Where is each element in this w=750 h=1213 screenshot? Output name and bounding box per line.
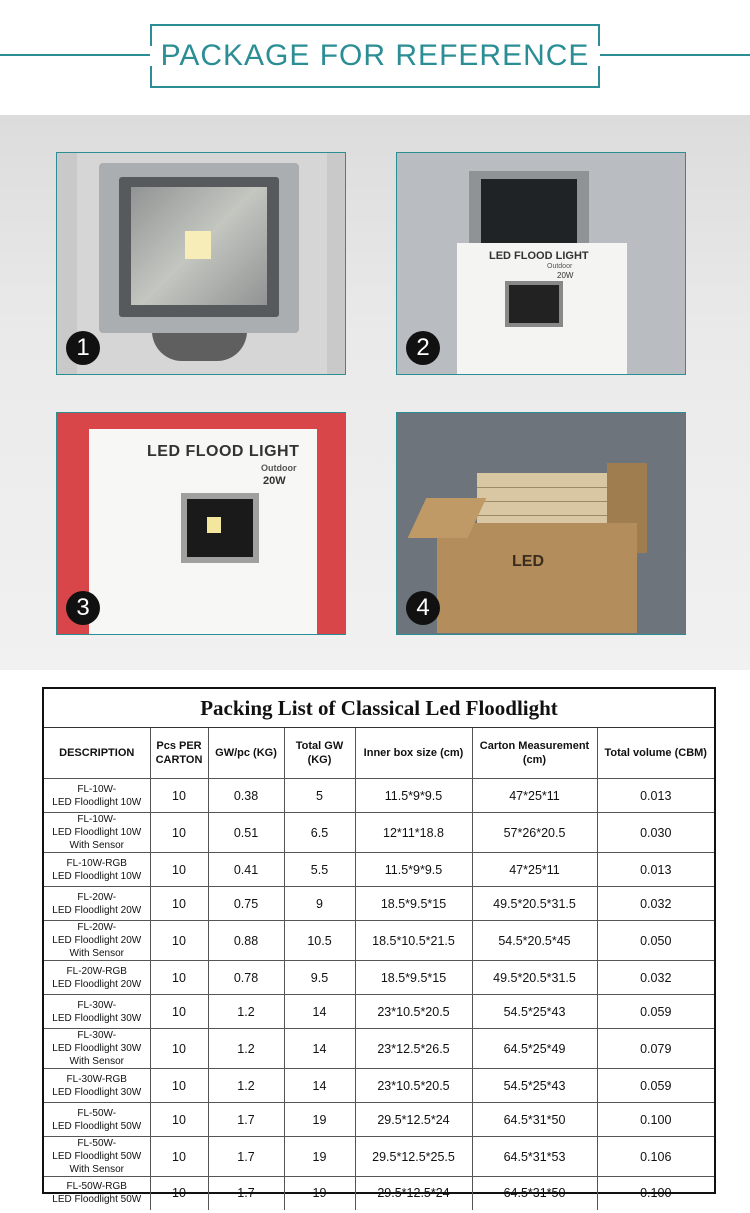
cell-volume: 0.106 xyxy=(597,1137,714,1177)
description-line: FL-20W-RGB xyxy=(66,965,127,977)
table-row xyxy=(44,853,714,887)
photo-number-badge: 4 xyxy=(406,591,440,625)
box-title: LED FLOOD LIGHT xyxy=(147,443,300,460)
cell-carton: 64.5*31*50 xyxy=(472,1177,597,1210)
description-line: FL-20W- xyxy=(77,922,117,933)
cell-gw-per-pc: 1.7 xyxy=(208,1177,284,1210)
description-line: FL-50W- xyxy=(77,1138,117,1149)
photo-floodlight-wrapped xyxy=(56,152,346,375)
description-line: LED Floodlight 50W xyxy=(52,1120,142,1132)
cell-description xyxy=(44,1029,150,1069)
cell-volume: 0.059 xyxy=(597,1069,714,1103)
header-line-right xyxy=(600,54,750,56)
description-line: FL-50W-RGB xyxy=(66,1181,127,1193)
photo-retail-box xyxy=(56,412,346,635)
cell-gw-per-pc: 0.41 xyxy=(208,853,284,887)
description-line: LED Floodlight 50W xyxy=(52,1194,142,1206)
cell-inner-box: 18.5*9.5*15 xyxy=(355,887,472,921)
cell-volume: 0.059 xyxy=(597,995,714,1029)
cell-gw-per-pc: 0.75 xyxy=(208,887,284,921)
cell-pcs: 10 xyxy=(150,887,208,921)
table-row xyxy=(44,1177,714,1210)
cell-pcs: 10 xyxy=(150,779,208,813)
table-row xyxy=(44,961,714,995)
description-line: LED Floodlight 30W xyxy=(52,1012,142,1024)
cell-inner-box: 29.5*12.5*25.5 xyxy=(355,1137,472,1177)
packing-table xyxy=(44,728,714,1210)
cell-inner-box: 29.5*12.5*24 xyxy=(355,1177,472,1210)
cell-description xyxy=(44,995,150,1029)
cell-inner-box: 23*10.5*20.5 xyxy=(355,1069,472,1103)
photo-number-badge: 2 xyxy=(406,331,440,365)
cell-volume: 0.079 xyxy=(597,1029,714,1069)
cell-inner-box: 18.5*9.5*15 xyxy=(355,961,472,995)
box-wattage: 20W xyxy=(263,475,286,487)
cell-gw-per-pc: 0.38 xyxy=(208,779,284,813)
cell-carton: 57*26*20.5 xyxy=(472,813,597,853)
cell-carton: 54.5*20.5*45 xyxy=(472,921,597,961)
cell-carton: 47*25*11 xyxy=(472,779,597,813)
description-line: LED Floodlight 20W xyxy=(52,904,142,916)
description-line: With Sensor xyxy=(69,840,124,851)
column-header: Inner box size (cm) xyxy=(355,728,472,779)
table-row xyxy=(44,995,714,1029)
cell-inner-box: 18.5*10.5*21.5 xyxy=(355,921,472,961)
table-row xyxy=(44,779,714,813)
cell-description xyxy=(44,961,150,995)
table-row xyxy=(44,1029,714,1069)
cell-pcs: 10 xyxy=(150,853,208,887)
cell-volume: 0.032 xyxy=(597,887,714,921)
description-line: LED Floodlight 30W xyxy=(52,1086,142,1098)
description-line: LED Floodlight 50W xyxy=(52,1151,142,1162)
packing-list-table xyxy=(42,687,716,1206)
box-title: LED FLOOD LIGHT xyxy=(489,250,589,262)
table-row xyxy=(44,1137,714,1177)
cell-total-gw: 14 xyxy=(284,1069,355,1103)
table-title: Packing List of Classical Led Floodlight xyxy=(44,689,714,728)
description-line: With Sensor xyxy=(69,1164,124,1175)
cell-total-gw: 19 xyxy=(284,1177,355,1210)
cell-volume: 0.013 xyxy=(597,853,714,887)
cell-gw-per-pc: 1.7 xyxy=(208,1137,284,1177)
cell-volume: 0.030 xyxy=(597,813,714,853)
cell-pcs: 10 xyxy=(150,813,208,853)
cell-pcs: 10 xyxy=(150,1029,208,1069)
cell-pcs: 10 xyxy=(150,995,208,1029)
box-subtitle: Outdoor xyxy=(547,263,573,270)
cell-total-gw: 19 xyxy=(284,1137,355,1177)
column-header: DESCRIPTION xyxy=(44,728,150,779)
description-line: FL-20W- xyxy=(77,891,117,903)
description-line: FL-30W-RGB xyxy=(66,1073,127,1085)
cell-carton: 47*25*11 xyxy=(472,853,597,887)
description-line: LED Floodlight 20W xyxy=(52,978,142,990)
cell-total-gw: 5 xyxy=(284,779,355,813)
table-header-row xyxy=(44,728,714,779)
description-line: LED Floodlight 30W xyxy=(52,1043,142,1054)
cell-carton: 54.5*25*43 xyxy=(472,1069,597,1103)
cell-volume: 0.100 xyxy=(597,1177,714,1210)
header-line-left xyxy=(0,54,150,56)
carton-label: LED xyxy=(512,553,544,570)
cell-description xyxy=(44,1137,150,1177)
cell-volume: 0.013 xyxy=(597,779,714,813)
table-row xyxy=(44,1103,714,1137)
table-row xyxy=(44,921,714,961)
cell-volume: 0.032 xyxy=(597,961,714,995)
description-line: FL-30W- xyxy=(77,1030,117,1041)
column-header: Total volume (CBM) xyxy=(597,728,714,779)
cell-volume: 0.050 xyxy=(597,921,714,961)
cell-carton: 64.5*31*50 xyxy=(472,1103,597,1137)
cell-total-gw: 6.5 xyxy=(284,813,355,853)
table-row xyxy=(44,887,714,921)
box-wattage: 20W xyxy=(557,271,574,280)
description-line: FL-30W- xyxy=(77,999,117,1011)
photo-number-badge: 3 xyxy=(66,591,100,625)
description-line: FL-10W-RGB xyxy=(66,857,127,869)
cell-gw-per-pc: 0.51 xyxy=(208,813,284,853)
cell-inner-box: 23*12.5*26.5 xyxy=(355,1029,472,1069)
cell-description xyxy=(44,1103,150,1137)
cell-pcs: 10 xyxy=(150,1137,208,1177)
photo-shipping-carton xyxy=(396,412,686,635)
cell-carton: 64.5*31*53 xyxy=(472,1137,597,1177)
cell-inner-box: 11.5*9*9.5 xyxy=(355,779,472,813)
cell-volume: 0.100 xyxy=(597,1103,714,1137)
cell-inner-box: 29.5*12.5*24 xyxy=(355,1103,472,1137)
cell-gw-per-pc: 0.88 xyxy=(208,921,284,961)
cell-carton: 54.5*25*43 xyxy=(472,995,597,1029)
cell-carton: 49.5*20.5*31.5 xyxy=(472,887,597,921)
column-header: GW/pc (KG) xyxy=(208,728,284,779)
cell-total-gw: 14 xyxy=(284,995,355,1029)
description-line: FL-50W- xyxy=(77,1107,117,1119)
cell-total-gw: 9 xyxy=(284,887,355,921)
cell-gw-per-pc: 1.2 xyxy=(208,1069,284,1103)
cell-total-gw: 9.5 xyxy=(284,961,355,995)
description-line: LED Floodlight 10W xyxy=(52,796,142,808)
description-line: With Sensor xyxy=(69,1056,124,1067)
cell-description xyxy=(44,1177,150,1210)
description-line: FL-10W- xyxy=(77,814,117,825)
cell-total-gw: 5.5 xyxy=(284,853,355,887)
description-line: LED Floodlight 10W xyxy=(52,827,142,838)
page-title: PACKAGE FOR REFERENCE xyxy=(160,39,590,72)
photo-gallery xyxy=(0,115,750,670)
cell-description xyxy=(44,921,150,961)
description-line: LED Floodlight 20W xyxy=(52,935,142,946)
cell-pcs: 10 xyxy=(150,1177,208,1210)
cell-description xyxy=(44,813,150,853)
box-subtitle: Outdoor xyxy=(261,463,297,473)
cell-total-gw: 14 xyxy=(284,1029,355,1069)
cell-pcs: 10 xyxy=(150,1069,208,1103)
description-line: LED Floodlight 10W xyxy=(52,870,142,882)
cell-carton: 49.5*20.5*31.5 xyxy=(472,961,597,995)
cell-gw-per-pc: 1.7 xyxy=(208,1103,284,1137)
photo-number-badge: 1 xyxy=(66,331,100,365)
cell-inner-box: 11.5*9*9.5 xyxy=(355,853,472,887)
box-floodlight-image xyxy=(505,281,563,327)
column-header: Carton Measurement (cm) xyxy=(472,728,597,779)
cell-description xyxy=(44,1069,150,1103)
table-row xyxy=(44,813,714,853)
cell-carton: 64.5*25*49 xyxy=(472,1029,597,1069)
cell-description xyxy=(44,779,150,813)
description-line: FL-10W- xyxy=(77,783,117,795)
cell-inner-box: 12*11*18.8 xyxy=(355,813,472,853)
cell-total-gw: 10.5 xyxy=(284,921,355,961)
cell-gw-per-pc: 1.2 xyxy=(208,995,284,1029)
column-header: Total GW (KG) xyxy=(284,728,355,779)
cell-pcs: 10 xyxy=(150,921,208,961)
cell-pcs: 10 xyxy=(150,1103,208,1137)
cell-gw-per-pc: 0.78 xyxy=(208,961,284,995)
photo-floodlight-in-box xyxy=(396,152,686,375)
cell-total-gw: 19 xyxy=(284,1103,355,1137)
description-line: With Sensor xyxy=(69,948,124,959)
cell-gw-per-pc: 1.2 xyxy=(208,1029,284,1069)
table-row xyxy=(44,1069,714,1103)
column-header: Pcs PER CARTON xyxy=(150,728,208,779)
header xyxy=(0,0,750,115)
cell-inner-box: 23*10.5*20.5 xyxy=(355,995,472,1029)
cell-description xyxy=(44,887,150,921)
cell-pcs: 10 xyxy=(150,961,208,995)
cell-description xyxy=(44,853,150,887)
